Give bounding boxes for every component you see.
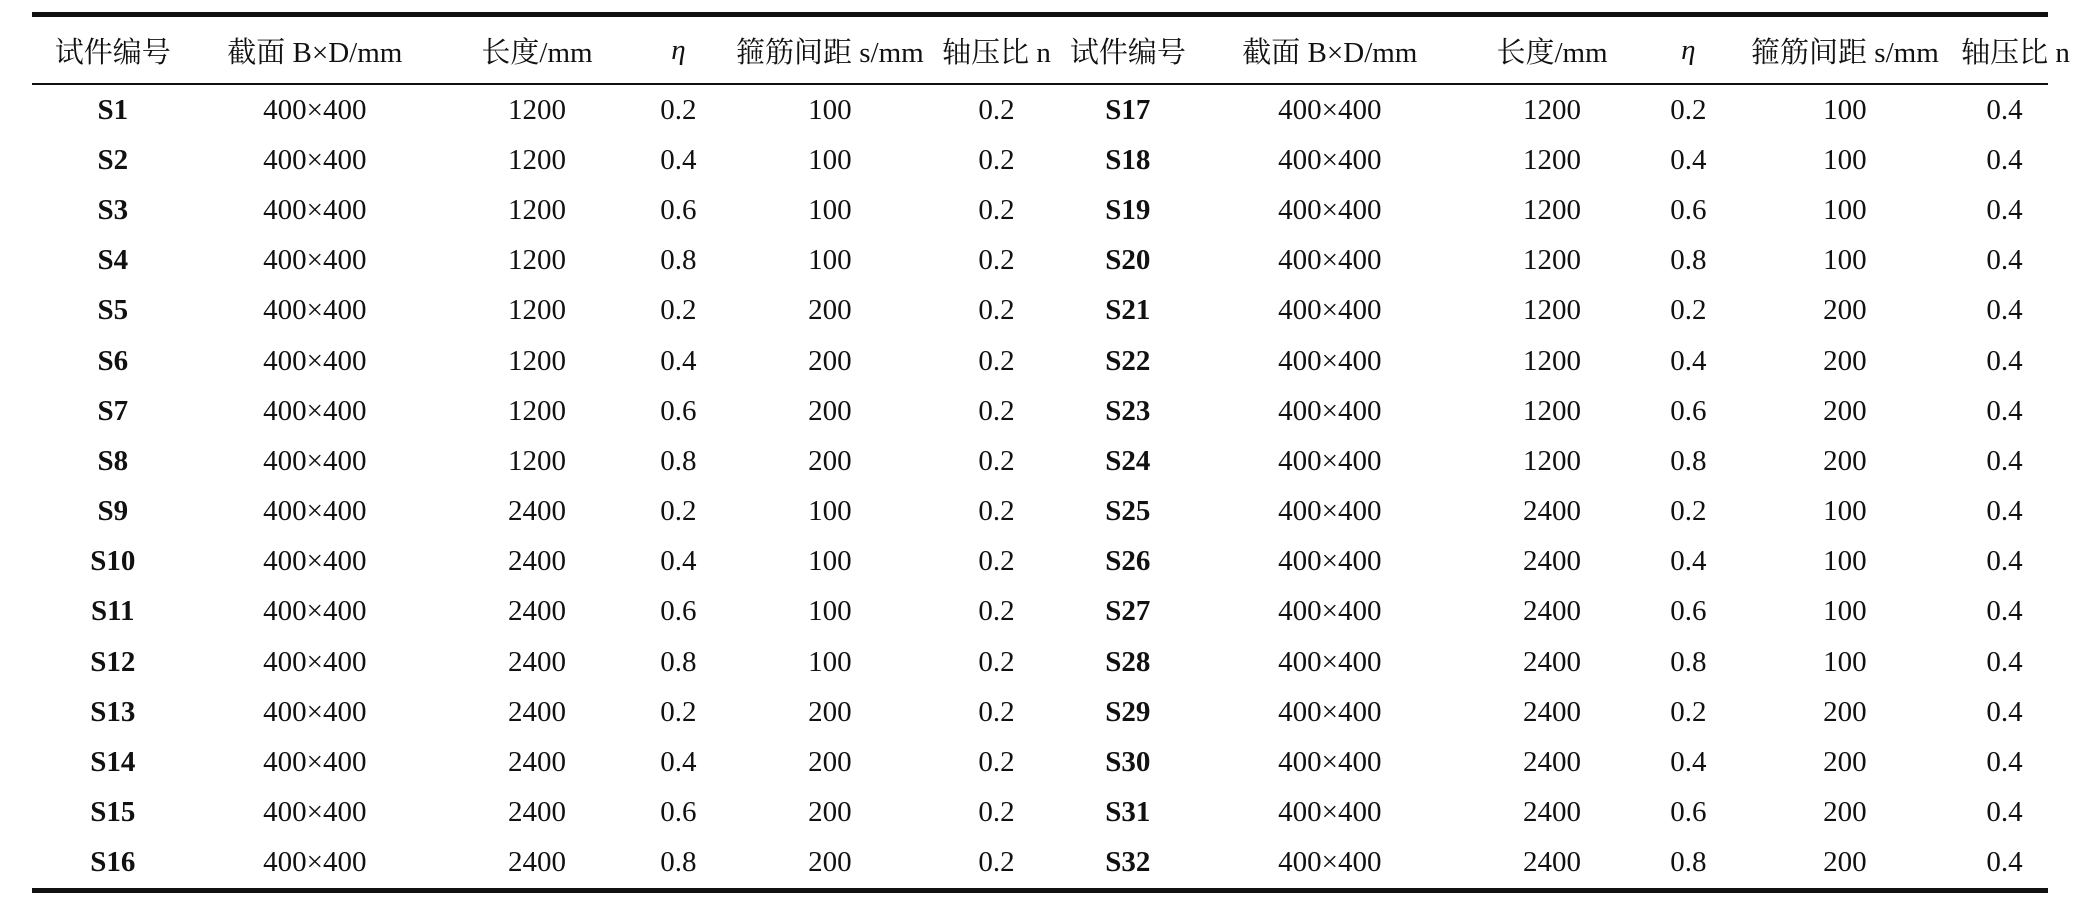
cell-stirrup-spacing: 200 [808, 746, 852, 779]
cell-specimen-id: S7 [97, 394, 129, 427]
cell-section-size: 400×400 [1278, 394, 1382, 427]
cell-section-size: 400×400 [263, 344, 367, 377]
cell-length: 1200 [507, 344, 566, 377]
cell-axial-ratio: 0.2 [978, 294, 1015, 327]
cell-specimen-id: S4 [97, 244, 129, 277]
cell-eta: 0.8 [660, 645, 697, 678]
cell-section-size: 400×400 [1278, 193, 1382, 226]
cell-axial-ratio: 0.2 [978, 444, 1015, 477]
table-row [32, 687, 2048, 737]
cell-section-size: 400×400 [263, 244, 367, 277]
cell-section-size: 400×400 [263, 143, 367, 176]
cell-axial-ratio: 0.2 [978, 143, 1015, 176]
specimen-parameter-table [32, 12, 2070, 893]
cell-specimen-id: S3 [97, 193, 129, 226]
table-row [32, 788, 2048, 838]
cell-specimen-id: S9 [97, 495, 129, 528]
cell-eta: 0.4 [1670, 545, 1707, 578]
header-specimen-id: 试件编号 [54, 36, 171, 69]
cell-specimen-id: S14 [90, 746, 136, 779]
cell-eta: 0.8 [1670, 444, 1707, 477]
cell-eta: 0.2 [660, 294, 697, 327]
specimen-table-container [32, 12, 2070, 893]
cell-length: 1200 [507, 244, 566, 277]
table-row [32, 838, 2048, 891]
cell-stirrup-spacing: 100 [1823, 495, 1867, 528]
cell-stirrup-spacing: 100 [808, 244, 852, 277]
cell-eta: 0.4 [1670, 746, 1707, 779]
cell-axial-ratio: 0.4 [1986, 294, 2023, 327]
table-row [32, 135, 2048, 185]
cell-specimen-id: S1 [97, 93, 129, 126]
cell-specimen-id: S28 [1105, 645, 1151, 678]
cell-stirrup-spacing: 100 [808, 495, 852, 528]
table-body [32, 84, 2048, 891]
cell-stirrup-spacing: 200 [1823, 444, 1867, 477]
cell-eta: 0.8 [1670, 846, 1707, 879]
cell-specimen-id: S24 [1105, 444, 1151, 477]
cell-length: 2400 [507, 746, 566, 779]
cell-stirrup-spacing: 100 [1823, 244, 1867, 277]
cell-axial-ratio: 0.2 [978, 93, 1015, 126]
cell-eta: 0.6 [660, 796, 697, 829]
cell-length: 2400 [1523, 645, 1582, 678]
header-eta: η [671, 33, 686, 66]
header-stirrup-spacing: 箍筋间距 s/mm [736, 36, 924, 69]
cell-length: 2400 [507, 595, 566, 628]
header-eta: η [1681, 33, 1696, 66]
cell-eta: 0.8 [1670, 645, 1707, 678]
cell-eta: 0.4 [1670, 344, 1707, 377]
cell-stirrup-spacing: 200 [808, 294, 852, 327]
header-axial-ratio: 轴压比 n [1961, 36, 2070, 69]
cell-length: 2400 [1523, 746, 1582, 779]
cell-length: 1200 [1523, 444, 1582, 477]
cell-eta: 0.6 [660, 193, 697, 226]
cell-axial-ratio: 0.4 [1986, 495, 2023, 528]
cell-eta: 0.6 [1670, 796, 1707, 829]
table-row [32, 487, 2048, 537]
cell-section-size: 400×400 [1278, 244, 1382, 277]
cell-length: 1200 [507, 93, 566, 126]
cell-stirrup-spacing: 200 [1823, 695, 1867, 728]
cell-length: 2400 [507, 846, 566, 879]
header-section-size: 截面 B×D/mm [227, 36, 403, 69]
header-section-size: 截面 B×D/mm [1242, 36, 1418, 69]
table-row [32, 185, 2048, 235]
cell-axial-ratio: 0.2 [978, 645, 1015, 678]
cell-section-size: 400×400 [1278, 746, 1382, 779]
cell-axial-ratio: 0.2 [978, 746, 1015, 779]
cell-eta: 0.2 [1670, 495, 1707, 528]
cell-length: 1200 [1523, 344, 1582, 377]
cell-section-size: 400×400 [263, 294, 367, 327]
cell-section-size: 400×400 [263, 746, 367, 779]
cell-specimen-id: S20 [1105, 244, 1151, 277]
cell-eta: 0.8 [660, 846, 697, 879]
cell-length: 1200 [1523, 244, 1582, 277]
header-length: 长度/mm [481, 36, 593, 69]
cell-section-size: 400×400 [1278, 143, 1382, 176]
table-row [32, 587, 2048, 637]
cell-axial-ratio: 0.4 [1986, 545, 2023, 578]
header-specimen-id: 试件编号 [1069, 36, 1186, 69]
cell-specimen-id: S23 [1105, 394, 1151, 427]
cell-length: 2400 [1523, 595, 1582, 628]
cell-section-size: 400×400 [263, 545, 367, 578]
cell-section-size: 400×400 [263, 394, 367, 427]
cell-section-size: 400×400 [1278, 846, 1382, 879]
table-header-row [32, 15, 2048, 85]
cell-axial-ratio: 0.2 [978, 495, 1015, 528]
cell-length: 2400 [1523, 846, 1582, 879]
cell-section-size: 400×400 [1278, 695, 1382, 728]
cell-stirrup-spacing: 100 [808, 595, 852, 628]
cell-specimen-id: S27 [1105, 595, 1151, 628]
cell-eta: 0.8 [660, 444, 697, 477]
cell-eta: 0.2 [1670, 294, 1707, 327]
cell-axial-ratio: 0.4 [1986, 796, 2023, 829]
cell-specimen-id: S30 [1105, 746, 1151, 779]
table-row [32, 336, 2048, 386]
cell-section-size: 400×400 [1278, 344, 1382, 377]
cell-axial-ratio: 0.4 [1986, 695, 2023, 728]
cell-axial-ratio: 0.4 [1986, 846, 2023, 879]
cell-specimen-id: S25 [1105, 495, 1151, 528]
cell-length: 2400 [507, 495, 566, 528]
cell-axial-ratio: 0.4 [1986, 595, 2023, 628]
cell-specimen-id: S10 [90, 545, 136, 578]
cell-eta: 0.4 [660, 545, 697, 578]
cell-stirrup-spacing: 100 [1823, 595, 1867, 628]
cell-length: 1200 [507, 294, 566, 327]
cell-section-size: 400×400 [263, 846, 367, 879]
cell-axial-ratio: 0.4 [1986, 143, 2023, 176]
cell-section-size: 400×400 [1278, 444, 1382, 477]
cell-eta: 0.2 [660, 93, 697, 126]
cell-stirrup-spacing: 200 [808, 796, 852, 829]
cell-stirrup-spacing: 100 [808, 143, 852, 176]
cell-stirrup-spacing: 100 [1823, 143, 1867, 176]
cell-eta: 0.2 [1670, 695, 1707, 728]
cell-stirrup-spacing: 200 [1823, 344, 1867, 377]
cell-section-size: 400×400 [1278, 645, 1382, 678]
cell-stirrup-spacing: 200 [1823, 394, 1867, 427]
cell-stirrup-spacing: 100 [1823, 193, 1867, 226]
cell-axial-ratio: 0.4 [1986, 394, 2023, 427]
cell-stirrup-spacing: 100 [1823, 545, 1867, 578]
cell-section-size: 400×400 [1278, 495, 1382, 528]
cell-specimen-id: S19 [1105, 193, 1151, 226]
cell-eta: 0.4 [660, 344, 697, 377]
cell-eta: 0.6 [1670, 394, 1707, 427]
cell-eta: 0.4 [1670, 143, 1707, 176]
cell-stirrup-spacing: 200 [808, 394, 852, 427]
cell-stirrup-spacing: 200 [1823, 846, 1867, 879]
cell-specimen-id: S21 [1105, 294, 1151, 327]
cell-length: 1200 [1523, 93, 1582, 126]
cell-eta: 0.4 [660, 143, 697, 176]
cell-eta: 0.6 [660, 394, 697, 427]
cell-axial-ratio: 0.4 [1986, 193, 2023, 226]
table-row [32, 537, 2048, 587]
cell-specimen-id: S31 [1105, 796, 1151, 829]
cell-stirrup-spacing: 200 [1823, 746, 1867, 779]
cell-stirrup-spacing: 100 [808, 545, 852, 578]
table-row [32, 286, 2048, 336]
cell-length: 2400 [1523, 545, 1582, 578]
cell-length: 2400 [507, 645, 566, 678]
cell-stirrup-spacing: 200 [1823, 294, 1867, 327]
cell-length: 1200 [1523, 294, 1582, 327]
cell-stirrup-spacing: 100 [1823, 93, 1867, 126]
cell-length: 1200 [507, 394, 566, 427]
cell-length: 2400 [1523, 695, 1582, 728]
cell-stirrup-spacing: 100 [808, 93, 852, 126]
table-row [32, 436, 2048, 486]
cell-specimen-id: S11 [91, 595, 135, 628]
table-row [32, 637, 2048, 687]
cell-stirrup-spacing: 100 [808, 645, 852, 678]
cell-axial-ratio: 0.2 [978, 344, 1015, 377]
cell-length: 2400 [1523, 495, 1582, 528]
cell-length: 1200 [1523, 143, 1582, 176]
cell-axial-ratio: 0.2 [978, 796, 1015, 829]
cell-stirrup-spacing: 100 [1823, 645, 1867, 678]
cell-axial-ratio: 0.4 [1986, 344, 2023, 377]
cell-specimen-id: S26 [1105, 545, 1151, 578]
cell-axial-ratio: 0.2 [978, 595, 1015, 628]
cell-length: 2400 [507, 545, 566, 578]
header-length: 长度/mm [1496, 36, 1608, 69]
cell-axial-ratio: 0.4 [1986, 746, 2023, 779]
cell-section-size: 400×400 [263, 645, 367, 678]
cell-eta: 0.2 [1670, 93, 1707, 126]
header-stirrup-spacing: 箍筋间距 s/mm [1751, 36, 1939, 69]
cell-stirrup-spacing: 200 [808, 695, 852, 728]
cell-specimen-id: S22 [1105, 344, 1151, 377]
cell-specimen-id: S29 [1105, 695, 1151, 728]
cell-specimen-id: S5 [97, 294, 129, 327]
cell-eta: 0.6 [1670, 193, 1707, 226]
cell-eta: 0.2 [660, 495, 697, 528]
header-axial-ratio: 轴压比 n [942, 36, 1051, 69]
cell-section-size: 400×400 [1278, 93, 1382, 126]
cell-axial-ratio: 0.2 [978, 545, 1015, 578]
cell-eta: 0.2 [660, 695, 697, 728]
cell-section-size: 400×400 [263, 495, 367, 528]
cell-section-size: 400×400 [263, 796, 367, 829]
cell-section-size: 400×400 [1278, 294, 1382, 327]
cell-axial-ratio: 0.4 [1986, 444, 2023, 477]
cell-eta: 0.8 [660, 244, 697, 277]
cell-section-size: 400×400 [263, 444, 367, 477]
cell-specimen-id: S32 [1105, 846, 1151, 879]
cell-length: 2400 [507, 796, 566, 829]
cell-length: 1200 [507, 444, 566, 477]
table-row [32, 236, 2048, 286]
cell-stirrup-spacing: 200 [1823, 796, 1867, 829]
cell-axial-ratio: 0.2 [978, 193, 1015, 226]
cell-stirrup-spacing: 200 [808, 444, 852, 477]
cell-axial-ratio: 0.4 [1986, 645, 2023, 678]
cell-length: 2400 [507, 695, 566, 728]
cell-length: 1200 [507, 143, 566, 176]
cell-section-size: 400×400 [263, 695, 367, 728]
cell-specimen-id: S13 [90, 695, 136, 728]
cell-eta: 0.8 [1670, 244, 1707, 277]
cell-section-size: 400×400 [1278, 545, 1382, 578]
cell-axial-ratio: 0.2 [978, 244, 1015, 277]
cell-axial-ratio: 0.4 [1986, 93, 2023, 126]
cell-length: 2400 [1523, 796, 1582, 829]
cell-eta: 0.4 [660, 746, 697, 779]
cell-axial-ratio: 0.4 [1986, 244, 2023, 277]
cell-specimen-id: S17 [1105, 93, 1151, 126]
cell-specimen-id: S16 [90, 846, 136, 879]
cell-stirrup-spacing: 100 [808, 193, 852, 226]
cell-axial-ratio: 0.2 [978, 695, 1015, 728]
cell-section-size: 400×400 [1278, 595, 1382, 628]
cell-specimen-id: S15 [90, 796, 136, 829]
cell-axial-ratio: 0.2 [978, 846, 1015, 879]
table-row [32, 737, 2048, 787]
cell-stirrup-spacing: 200 [808, 846, 852, 879]
cell-section-size: 400×400 [263, 595, 367, 628]
cell-stirrup-spacing: 200 [808, 344, 852, 377]
table-row [32, 84, 2048, 135]
cell-axial-ratio: 0.2 [978, 394, 1015, 427]
cell-specimen-id: S18 [1105, 143, 1151, 176]
cell-length: 1200 [1523, 394, 1582, 427]
cell-eta: 0.6 [660, 595, 697, 628]
cell-section-size: 400×400 [263, 193, 367, 226]
cell-specimen-id: S12 [90, 645, 136, 678]
cell-length: 1200 [507, 193, 566, 226]
cell-length: 1200 [1523, 193, 1582, 226]
cell-section-size: 400×400 [1278, 796, 1382, 829]
cell-section-size: 400×400 [263, 93, 367, 126]
cell-specimen-id: S8 [97, 444, 129, 477]
table-row [32, 386, 2048, 436]
cell-specimen-id: S2 [97, 143, 129, 176]
cell-specimen-id: S6 [97, 344, 129, 377]
cell-eta: 0.6 [1670, 595, 1707, 628]
